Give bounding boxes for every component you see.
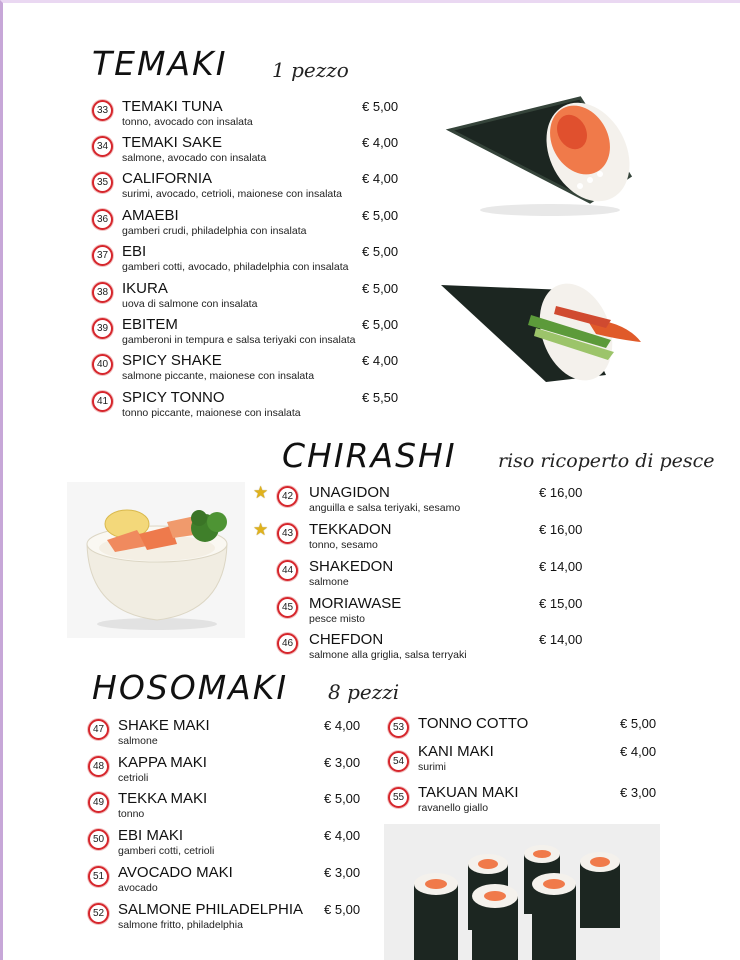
chirashi-subtitle: riso ricoperto di pesce xyxy=(498,450,715,472)
item-number-badge: 52 xyxy=(88,903,109,924)
item-number-badge: 41 xyxy=(92,391,113,412)
item-name: SHAKEDON xyxy=(309,558,394,575)
item-name: SALMONE PHILADELPHIA xyxy=(118,901,304,918)
item-price: € 5,00 xyxy=(362,281,399,296)
item-description: gamberoni in tempura e salsa teriyaki con insalata xyxy=(122,334,356,346)
item-price: € 4,00 xyxy=(620,744,657,759)
menu-item xyxy=(92,280,412,316)
item-name: EBI MAKI xyxy=(118,827,184,844)
item-number-badge: 48 xyxy=(88,756,109,777)
menu-item xyxy=(92,316,412,352)
item-description: salmone piccante, maionese con insalata xyxy=(122,370,315,382)
item-price: € 4,00 xyxy=(362,135,399,150)
item-name: UNAGIDON xyxy=(309,484,390,501)
item-price: € 4,00 xyxy=(362,353,399,368)
item-name: SPICY SHAKE xyxy=(122,352,222,369)
item-number-badge: 44 xyxy=(277,560,298,581)
item-name: EBI xyxy=(122,243,147,260)
menu-item xyxy=(388,743,664,779)
item-price: € 5,00 xyxy=(324,791,361,806)
hosomaki-rolls-photo xyxy=(384,824,660,960)
item-name: KANI MAKI xyxy=(418,743,494,760)
item-price: € 5,00 xyxy=(362,317,399,332)
item-description: ravanello giallo xyxy=(418,802,489,814)
temaki-subtitle: 1 pezzo xyxy=(272,58,349,82)
item-price: € 5,00 xyxy=(324,902,361,917)
menu-item xyxy=(88,790,368,826)
hosomaki-subtitle: 8 pezzi xyxy=(328,680,400,704)
item-description: tonno, sesamo xyxy=(309,539,378,551)
item-description: tonno, avocado con insalata xyxy=(122,116,253,128)
item-name: AVOCADO MAKI xyxy=(118,864,233,881)
item-price: € 3,00 xyxy=(620,785,657,800)
star-icon: ★ xyxy=(253,483,269,502)
item-number-badge: 42 xyxy=(277,486,298,507)
item-price: € 4,00 xyxy=(324,828,361,843)
chirashi-title: CHIRASHI xyxy=(282,436,457,475)
item-description: salmone xyxy=(118,735,158,747)
item-price: € 5,00 xyxy=(620,716,657,731)
item-number-badge: 55 xyxy=(388,787,409,808)
menu-item xyxy=(277,595,597,631)
item-price: € 15,00 xyxy=(539,596,583,611)
item-price: € 5,00 xyxy=(362,99,399,114)
item-number-badge: 37 xyxy=(92,245,113,266)
item-price: € 3,00 xyxy=(324,755,361,770)
star-icon: ★ xyxy=(253,520,269,539)
item-description: avocado xyxy=(118,882,158,894)
temaki-title: TEMAKI xyxy=(92,44,228,83)
item-price: € 4,00 xyxy=(324,718,361,733)
chirashi-bowl-photo xyxy=(67,482,245,638)
temaki-ebi-photo xyxy=(436,270,646,390)
item-name: TEKKADON xyxy=(309,521,392,538)
menu-item xyxy=(92,98,412,134)
menu-item xyxy=(88,864,368,900)
item-name: TEMAKI TUNA xyxy=(122,98,223,115)
item-number-badge: 53 xyxy=(388,717,409,738)
item-description: tonno xyxy=(118,808,145,820)
item-price: € 14,00 xyxy=(539,632,583,647)
item-price: € 3,00 xyxy=(324,865,361,880)
item-number-badge: 38 xyxy=(92,282,113,303)
item-description: pesce misto xyxy=(309,613,366,625)
item-description: surimi xyxy=(418,761,446,773)
menu-item xyxy=(277,631,597,667)
item-description: surimi, avocado, cetrioli, maionese con insalata xyxy=(122,188,343,200)
menu-item xyxy=(92,389,412,425)
item-price: € 14,00 xyxy=(539,559,583,574)
menu-item xyxy=(92,207,412,243)
temaki-tuna-photo xyxy=(440,90,640,220)
item-number-badge: 33 xyxy=(92,100,113,121)
item-price: € 5,50 xyxy=(362,390,399,405)
item-price: € 16,00 xyxy=(539,485,583,500)
item-number-badge: 49 xyxy=(88,792,109,813)
item-number-badge: 45 xyxy=(277,597,298,618)
item-number-badge: 46 xyxy=(277,633,298,654)
item-description: salmone xyxy=(309,576,349,588)
item-price: € 4,00 xyxy=(362,171,399,186)
item-name: TONNO COTTO xyxy=(418,715,529,732)
item-number-badge: 36 xyxy=(92,209,113,230)
item-name: EBITEM xyxy=(122,316,178,333)
item-description: anguilla e salsa teriyaki, sesamo xyxy=(309,502,461,514)
item-name: IKURA xyxy=(122,280,168,297)
item-description: gamberi cotti, cetrioli xyxy=(118,845,215,857)
item-name: TAKUAN MAKI xyxy=(418,784,519,801)
menu-item xyxy=(88,901,368,937)
item-name: TEKKA MAKI xyxy=(118,790,208,807)
item-description: uova di salmone con insalata xyxy=(122,298,258,310)
item-name: CHEFDON xyxy=(309,631,384,648)
item-description: gamberi crudi, philadelphia con insalata xyxy=(122,225,307,237)
item-number-badge: 47 xyxy=(88,719,109,740)
item-number-badge: 34 xyxy=(92,136,113,157)
menu-item xyxy=(88,754,368,790)
item-number-badge: 39 xyxy=(92,318,113,339)
menu-item xyxy=(92,134,412,170)
item-description: salmone fritto, philadelphia xyxy=(118,919,243,931)
item-name: MORIAWASE xyxy=(309,595,402,612)
item-name: SHAKE MAKI xyxy=(118,717,210,734)
item-number-badge: 51 xyxy=(88,866,109,887)
item-name: SPICY TONNO xyxy=(122,389,225,406)
item-name: KAPPA MAKI xyxy=(118,754,207,771)
item-name: AMAEBI xyxy=(122,207,179,224)
item-price: € 16,00 xyxy=(539,522,583,537)
menu-item xyxy=(388,784,664,820)
item-description: salmone alla griglia, salsa terryaki xyxy=(309,649,467,661)
menu-item xyxy=(277,484,597,520)
item-number-badge: 50 xyxy=(88,829,109,850)
menu-item xyxy=(92,170,412,206)
item-description: cetrioli xyxy=(118,772,149,784)
hosomaki-title: HOSOMAKI xyxy=(92,668,289,707)
menu-item xyxy=(88,717,368,753)
item-description: salmone, avocado con insalata xyxy=(122,152,267,164)
item-number-badge: 43 xyxy=(277,523,298,544)
item-number-badge: 54 xyxy=(388,751,409,772)
item-description: tonno piccante, maionese con insalata xyxy=(122,407,301,419)
item-number-badge: 40 xyxy=(92,354,113,375)
menu-item xyxy=(92,243,412,279)
item-name: TEMAKI SAKE xyxy=(122,134,223,151)
item-number-badge: 35 xyxy=(92,172,113,193)
item-price: € 5,00 xyxy=(362,244,399,259)
menu-item xyxy=(277,521,597,557)
item-name: CALIFORNIA xyxy=(122,170,213,187)
menu-item xyxy=(92,352,412,388)
menu-item xyxy=(88,827,368,863)
item-description: gamberi cotti, avocado, philadelphia con insalata xyxy=(122,261,349,273)
menu-item xyxy=(277,558,597,594)
item-price: € 5,00 xyxy=(362,208,399,223)
